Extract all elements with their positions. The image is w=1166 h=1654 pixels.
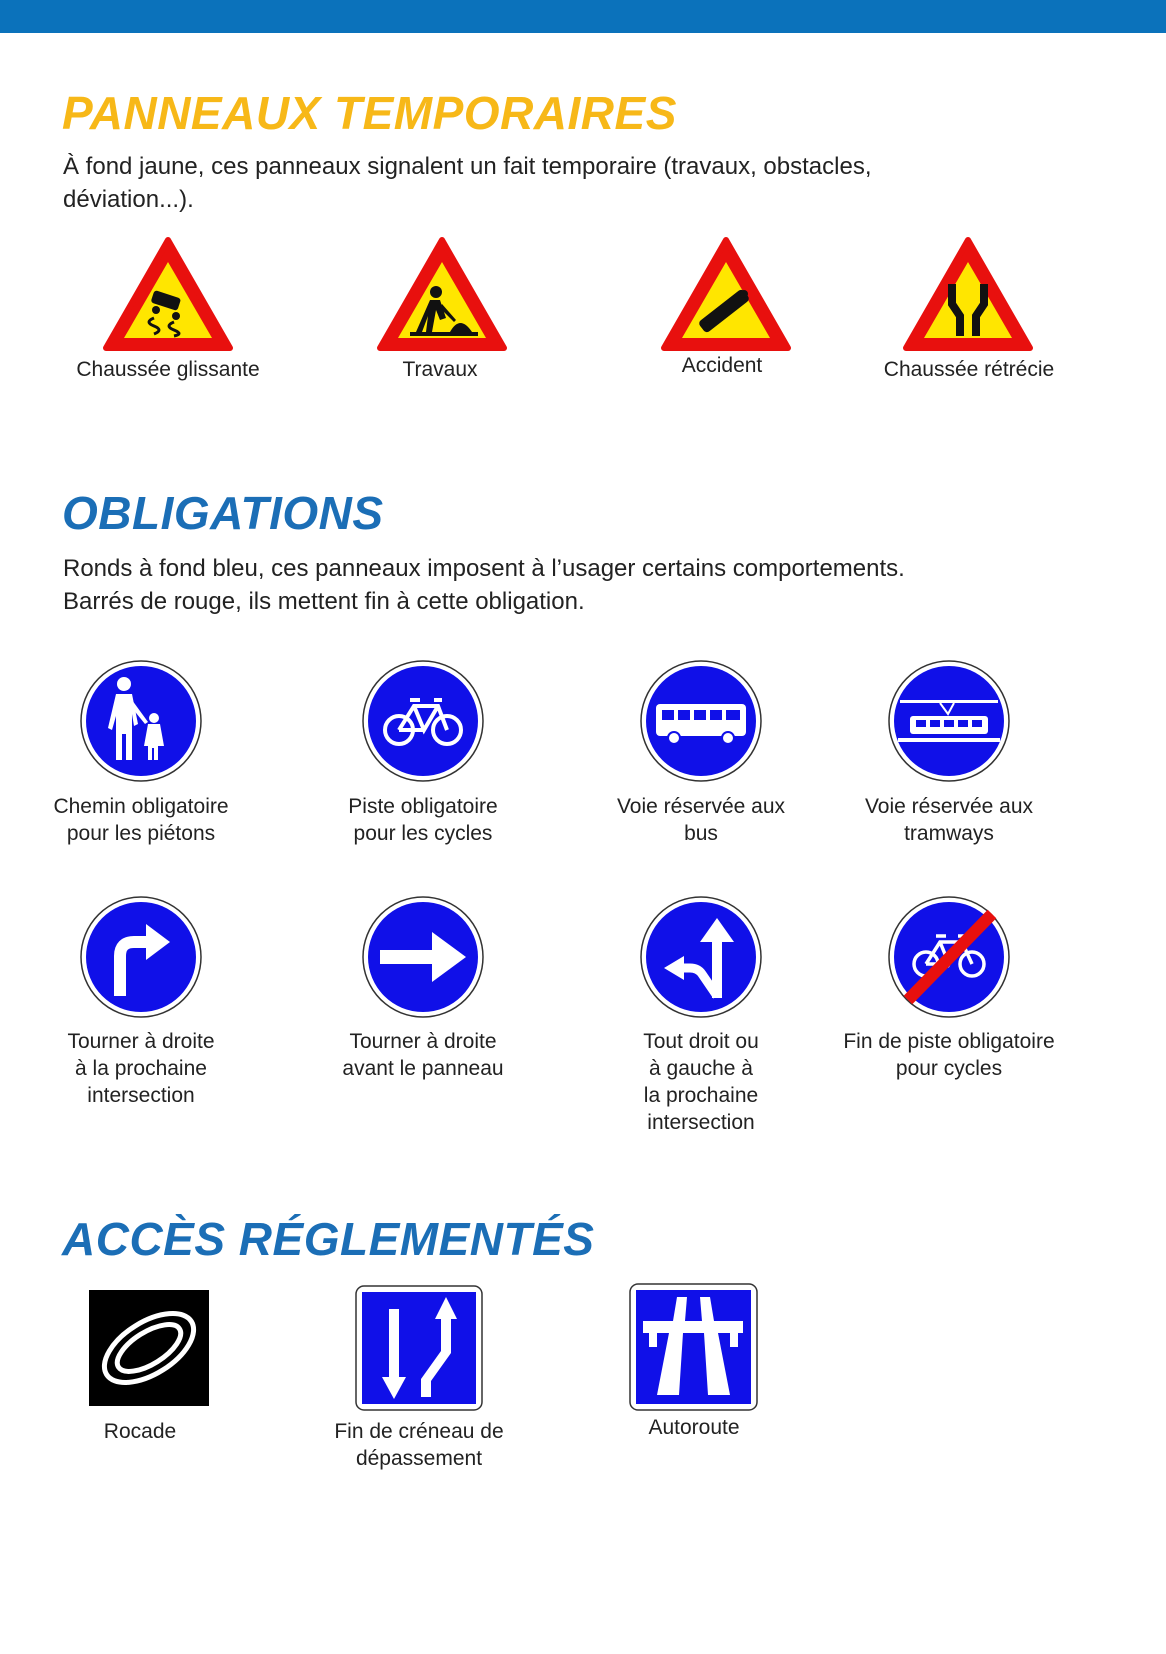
section-title-acces: ACCÈS RÉGLEMENTÉS xyxy=(62,1213,595,1265)
sign-caption: Accident xyxy=(681,354,763,377)
slippery-road-icon xyxy=(102,236,234,352)
intro-line: déviation...). xyxy=(63,186,194,213)
straight-or-left-icon xyxy=(640,896,762,1018)
sign-caption: Fin de créneau de dépassement xyxy=(334,1420,504,1470)
sign-caption: Travaux xyxy=(402,358,478,381)
turn-right-before-icon xyxy=(362,896,484,1018)
intro-line: Ronds à fond bleu, ces panneaux imposent à l’usager certains comportements. xyxy=(63,555,905,582)
sign-caption: Voie réservée aux bus xyxy=(616,795,786,845)
motorway-icon xyxy=(629,1283,758,1411)
bus-lane-icon xyxy=(640,660,762,782)
section-title-temporaires: PANNEAUX TEMPORAIRES xyxy=(62,87,677,139)
section-title-obligations: OBLIGATIONS xyxy=(62,487,384,539)
sign-caption: Tourner à droite à la prochaine intersection xyxy=(67,1030,215,1107)
turn-right-next-icon xyxy=(80,896,202,1018)
section-intro-temporaires xyxy=(63,150,1063,216)
sign-caption: Fin de piste obligatoire pour cycles xyxy=(843,1030,1055,1080)
sign-caption: Piste obligatoire pour les cycles xyxy=(348,795,498,845)
roadworks-icon xyxy=(376,236,508,352)
tram-lane-icon xyxy=(888,660,1010,782)
sign-caption: Tout droit ou à gauche à la prochaine intersection xyxy=(643,1030,759,1134)
sign-caption: Voie réservée aux tramways xyxy=(864,795,1034,845)
narrow-road-icon xyxy=(902,236,1034,352)
intro-line: À fond jaune, ces panneaux signalent un fait temporaire (travaux, obstacles, xyxy=(63,153,872,180)
accident-icon xyxy=(660,236,792,352)
end-overtaking-lane-icon xyxy=(355,1285,483,1411)
sign-caption: Rocade xyxy=(103,1420,177,1443)
ring-road-icon xyxy=(89,1290,209,1406)
cycle-path-icon xyxy=(362,660,484,782)
section-intro-obligations xyxy=(63,552,1063,618)
header-bar xyxy=(0,0,1166,33)
sign-caption: Chemin obligatoire pour les piétons xyxy=(53,795,229,845)
end-cycle-path-icon xyxy=(888,896,1010,1018)
sign-caption: Chaussée glissante xyxy=(76,358,260,381)
pedestrian-path-icon xyxy=(80,660,202,782)
sign-caption: Chaussée rétrécie xyxy=(883,358,1055,381)
intro-line: Barrés de rouge, ils mettent fin à cette obligation. xyxy=(63,588,585,615)
sign-caption: Autoroute xyxy=(648,1416,740,1439)
sign-caption: Tourner à droite avant le panneau xyxy=(342,1030,504,1080)
